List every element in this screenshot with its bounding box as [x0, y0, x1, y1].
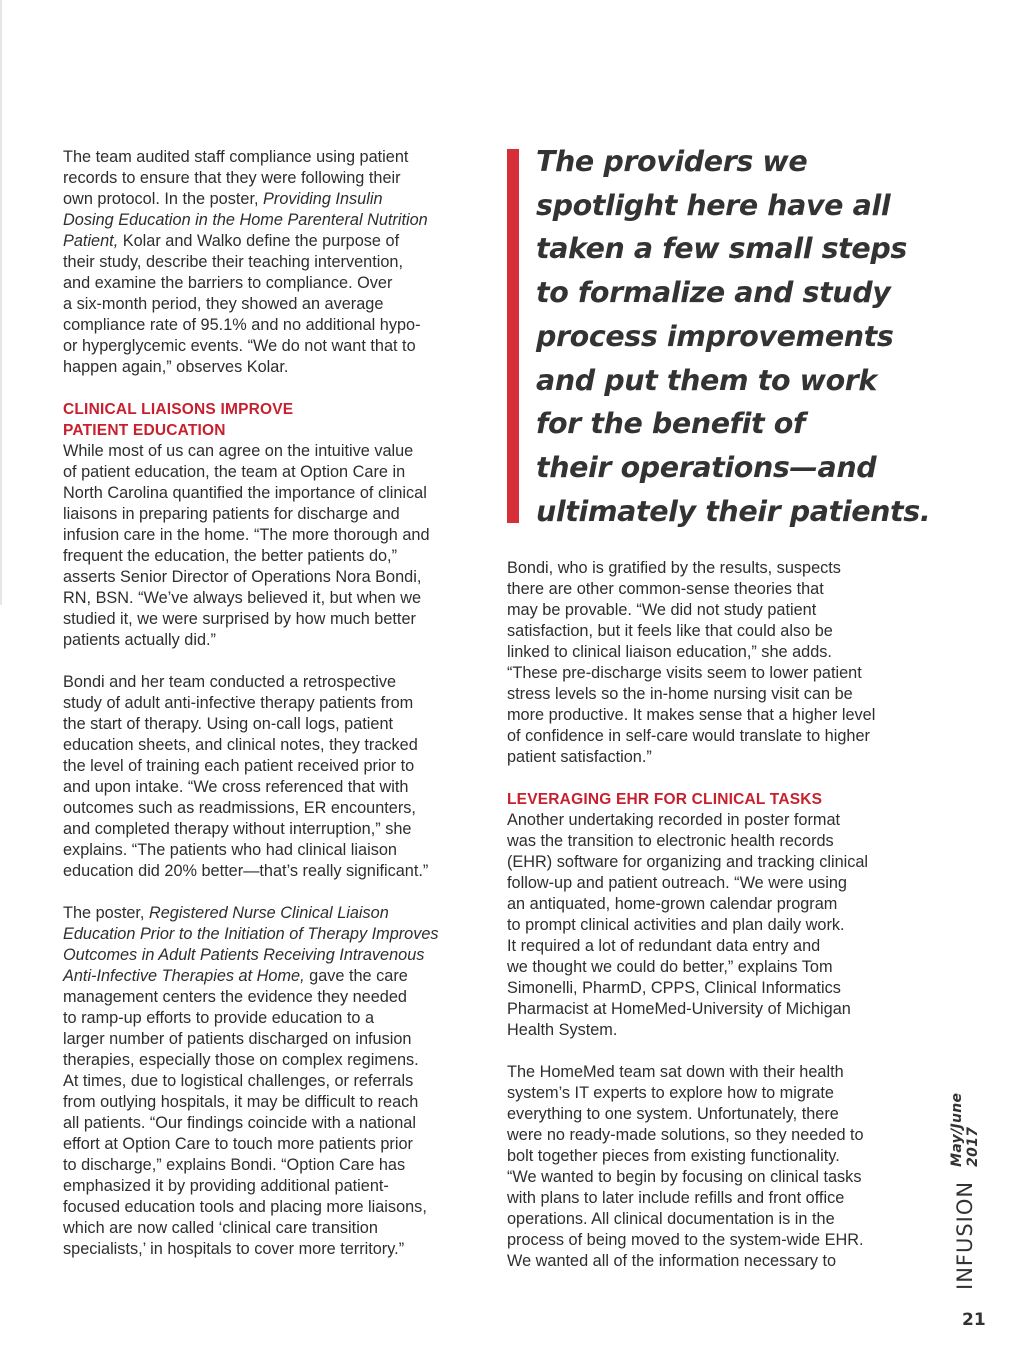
- text-line: [507, 1230, 927, 1251]
- text-line: [63, 1239, 483, 1260]
- body-text: process of being moved to the system-wide EHR.: [507, 1231, 864, 1249]
- text-line: [63, 630, 483, 651]
- body-text: patient satisfaction.”: [507, 748, 652, 766]
- text-line: [63, 588, 483, 609]
- body-text: everything to one system. Unfortunately, there: [507, 1105, 839, 1123]
- text-line: [507, 1020, 927, 1041]
- text-line: [63, 987, 483, 1008]
- text-line: [507, 726, 927, 747]
- text-line: [63, 756, 483, 777]
- body-text: management centers the evidence they needed: [63, 988, 407, 1006]
- magazine-logo: INFUSION: [953, 1180, 977, 1290]
- body-text: At times, due to logistical challenges, or referrals: [63, 1072, 414, 1090]
- section-heading: [63, 399, 483, 441]
- text-line: [63, 819, 483, 840]
- body-text: emphasized it by providing additional patient-: [63, 1177, 389, 1195]
- body-text: specialists,’ in hospitals to cover more territory.”: [63, 1240, 405, 1258]
- paragraph: [63, 903, 483, 1260]
- body-text: (EHR) software for organizing and tracking clinical: [507, 853, 869, 871]
- text-line: [63, 1155, 483, 1176]
- body-text: therapies, especially those on complex regimens.: [63, 1051, 419, 1069]
- text-line: [507, 936, 927, 957]
- pull-quote-line: spotlight here have all: [536, 188, 891, 222]
- text-line: [63, 462, 483, 483]
- body-text: frequent the education, the better patients do,”: [63, 547, 397, 565]
- text-line: [63, 693, 483, 714]
- text-line: [63, 168, 483, 189]
- body-text: focused education tools and placing more liaisons,: [63, 1198, 427, 1216]
- text-line: [507, 1125, 927, 1146]
- paragraph: [63, 441, 483, 651]
- body-text: own protocol. In the poster,: [63, 190, 264, 208]
- body-text: bolt together pieces from existing functionality.: [507, 1147, 840, 1165]
- page-number: 21: [962, 1310, 986, 1330]
- text-line: [63, 798, 483, 819]
- text-line: [63, 777, 483, 798]
- body-text: Bondi, who is gratified by the results, suspects: [507, 559, 841, 577]
- paragraph: [507, 558, 927, 768]
- section-heading: [507, 789, 927, 810]
- text-line: [63, 231, 483, 252]
- body-text: “These pre-discharge visits seem to lower patient: [507, 664, 862, 682]
- text-line: [507, 1188, 927, 1209]
- text-line: [63, 735, 483, 756]
- body-text: system’s IT experts to explore how to migrate: [507, 1084, 834, 1102]
- text-line: [63, 861, 483, 882]
- text-line: [63, 1134, 483, 1155]
- body-text: more productive. It makes sense that a higher level: [507, 706, 876, 724]
- text-line: [507, 1083, 927, 1104]
- body-text: follow-up and patient outreach. “We were using: [507, 874, 847, 892]
- text-line: [507, 810, 927, 831]
- body-text: effort at Option Care to touch more patients prior: [63, 1135, 413, 1153]
- pull-quote-text: [536, 140, 930, 533]
- body-text: compliance rate of 95.1% and no additional hypo-: [63, 316, 421, 334]
- body-text: were no ready-made solutions, so they needed to: [507, 1126, 864, 1144]
- text-line: [63, 903, 483, 924]
- body-text: from outlying hospitals, it may be difficult to reach: [63, 1093, 419, 1111]
- text-line: [507, 894, 927, 915]
- pull-quote-line: taken a few small steps: [536, 232, 907, 266]
- text-line: [507, 747, 927, 768]
- body-text: While most of us can agree on the intuitive value: [63, 442, 414, 460]
- text-line: [63, 294, 483, 315]
- text-line: [63, 336, 483, 357]
- section-heading-line: PATIENT EDUCATION: [63, 422, 226, 439]
- text-line: [63, 609, 483, 630]
- text-line: [507, 1209, 927, 1230]
- body-text: larger number of patients discharged on infusion: [63, 1030, 412, 1048]
- italic-title: Providing Insulin: [263, 190, 383, 208]
- body-text: We wanted all of the information necessary to: [507, 1252, 837, 1270]
- body-text: “We wanted to begin by focusing on clinical tasks: [507, 1168, 862, 1186]
- pull-quote-line: ultimately their patients.: [536, 494, 931, 528]
- text-line: [63, 1050, 483, 1071]
- text-line: [507, 558, 927, 579]
- pull-quote: [507, 140, 931, 528]
- body-text: or hyperglycemic events. “We do not want that to: [63, 337, 416, 355]
- pull-quote-line: process improvements: [536, 319, 894, 353]
- body-text: study of adult anti-infective therapy patients from: [63, 694, 414, 712]
- pull-quote-line: for the benefit of: [536, 407, 805, 441]
- body-text: the start of therapy. Using on-call logs, patient: [63, 715, 394, 733]
- body-text: of confidence in self-care would translate to higher: [507, 727, 870, 745]
- body-text: Kolar and Walko define the purpose of: [118, 232, 400, 250]
- pull-quote-line: and put them to work: [536, 363, 877, 397]
- body-text: education sheets, and clinical notes, they tracked: [63, 736, 418, 754]
- body-text: RN, BSN. “We’ve always believed it, but when we: [63, 589, 422, 607]
- text-line: [507, 957, 927, 978]
- body-text: an antiquated, home-grown calendar program: [507, 895, 838, 913]
- body-text: a six-month period, they showed an average: [63, 295, 384, 313]
- body-text: which are now called ‘clinical care transition: [63, 1219, 378, 1237]
- paragraph: [63, 147, 483, 378]
- text-line: [507, 642, 927, 663]
- text-line: [507, 600, 927, 621]
- text-line: [63, 147, 483, 168]
- paragraph: [63, 672, 483, 882]
- text-line: [63, 567, 483, 588]
- body-text: and completed therapy without interruption,” she: [63, 820, 412, 838]
- text-line: [507, 1146, 927, 1167]
- body-text: liaisons in preparing patients for discharge and: [63, 505, 400, 523]
- body-text: to ramp-up efforts to provide education to a: [63, 1009, 375, 1027]
- text-line: [63, 525, 483, 546]
- body-text: Simonelli, PharmD, CPPS, Clinical Informatics: [507, 979, 841, 997]
- body-text: and examine the barriers to compliance. Over: [63, 274, 393, 292]
- body-text: Pharmacist at HomeMed-University of Michigan: [507, 1000, 851, 1018]
- body-text: The poster,: [63, 904, 149, 922]
- body-text: with plans to later include refills and front office: [507, 1189, 845, 1207]
- text-line: [63, 252, 483, 273]
- body-text: gave the care: [304, 967, 408, 985]
- body-text: Health System.: [507, 1021, 618, 1039]
- text-line: [63, 483, 483, 504]
- text-line: [507, 1062, 927, 1083]
- text-line: [507, 1251, 927, 1272]
- body-text: studied it, we were surprised by how much better: [63, 610, 416, 628]
- text-line: [63, 504, 483, 525]
- text-line: [63, 1008, 483, 1029]
- issue-date: May/June 2017: [949, 1092, 981, 1167]
- body-text: of patient education, the team at Option Care in: [63, 463, 406, 481]
- text-line: [63, 714, 483, 735]
- body-text: their study, describe their teaching intervention,: [63, 253, 403, 271]
- text-line: [507, 705, 927, 726]
- body-text: explains. “The patients who had clinical liaison: [63, 841, 397, 859]
- body-text: may be provable. “We did not study patient: [507, 601, 817, 619]
- pull-quote-line: The providers we: [536, 145, 808, 178]
- running-footer: [945, 1060, 985, 1290]
- text-line: [63, 840, 483, 861]
- text-line: [507, 915, 927, 936]
- body-text: North Carolina quantified the importance of clinical: [63, 484, 427, 502]
- section-heading-line: LEVERAGING EHR FOR CLINICAL TASKS: [507, 791, 823, 808]
- body-text: outcomes such as readmissions, ER encounters,: [63, 799, 416, 817]
- text-line: [63, 945, 483, 966]
- body-text: we thought we could do better,” explains Tom: [507, 958, 833, 976]
- body-text: and upon intake. “We cross referenced that with: [63, 778, 409, 796]
- italic-title: Outcomes in Adult Patients Receiving Intravenous: [63, 946, 425, 964]
- body-text: operations. All clinical documentation is in the: [507, 1210, 835, 1228]
- italic-title: Registered Nurse Clinical Liaison: [148, 904, 389, 922]
- italic-title: Education Prior to the Initiation of Therapy Improves: [63, 925, 439, 943]
- right-column: [507, 558, 927, 1293]
- text-line: [507, 663, 927, 684]
- text-line: [63, 966, 483, 987]
- text-line: [507, 1104, 927, 1125]
- text-line: [507, 684, 927, 705]
- text-line: [63, 273, 483, 294]
- body-text: The team audited staff compliance using patient: [63, 148, 409, 166]
- body-text: to prompt clinical activities and plan daily work.: [507, 916, 845, 934]
- text-line: [507, 621, 927, 642]
- text-line: [63, 1071, 483, 1092]
- italic-title: Anti-Infective Therapies at Home,: [63, 967, 305, 985]
- body-text: to discharge,” explains Bondi. “Option Care has: [63, 1156, 406, 1174]
- body-text: Another undertaking recorded in poster format: [507, 811, 841, 829]
- text-line: [507, 1167, 927, 1188]
- pull-quote-line: to formalize and study: [536, 276, 891, 310]
- text-line: [63, 315, 483, 336]
- paragraph: [507, 810, 927, 1041]
- body-text: linked to clinical liaison education,” she adds.: [507, 643, 832, 661]
- text-line: [63, 672, 483, 693]
- section-heading-line: CLINICAL LIAISONS IMPROVE: [63, 401, 294, 418]
- text-line: [507, 852, 927, 873]
- page-edge-divider: [0, 0, 2, 605]
- left-column: [63, 147, 483, 1281]
- pull-quote-bar: [507, 149, 519, 523]
- body-text: records to ensure that they were following their: [63, 169, 401, 187]
- body-text: The HomeMed team sat down with their health: [507, 1063, 844, 1081]
- text-line: [507, 831, 927, 852]
- text-line: [63, 189, 483, 210]
- body-text: there are other common-sense theories that: [507, 580, 824, 598]
- italic-title: Dosing Education in the Home Parenteral Nutrition: [63, 211, 428, 229]
- text-line: [63, 1218, 483, 1239]
- body-text: happen again,” observes Kolar.: [63, 358, 289, 376]
- body-text: was the transition to electronic health records: [507, 832, 834, 850]
- text-line: [507, 579, 927, 600]
- text-line: [507, 873, 927, 894]
- text-line: [507, 999, 927, 1020]
- paragraph: [507, 1062, 927, 1272]
- text-line: [63, 441, 483, 462]
- text-line: [63, 1113, 483, 1134]
- text-line: [63, 357, 483, 378]
- body-text: It required a lot of redundant data entry and: [507, 937, 821, 955]
- text-line: [63, 546, 483, 567]
- text-line: [63, 924, 483, 945]
- text-line: [63, 210, 483, 231]
- body-text: satisfaction, but it feels like that could also be: [507, 622, 833, 640]
- body-text: all patients. “Our findings coincide with a national: [63, 1114, 416, 1132]
- body-text: education did 20% better—that’s really significant.”: [63, 862, 429, 880]
- body-text: Bondi and her team conducted a retrospective: [63, 673, 397, 691]
- text-line: [507, 978, 927, 999]
- pull-quote-line: their operations—and: [536, 450, 877, 484]
- body-text: infusion care in the home. “The more thorough and: [63, 526, 430, 544]
- body-text: the level of training each patient received prior to: [63, 757, 415, 775]
- body-text: patients actually did.”: [63, 631, 216, 649]
- text-line: [63, 1176, 483, 1197]
- text-line: [63, 1197, 483, 1218]
- body-text: asserts Senior Director of Operations Nora Bondi,: [63, 568, 422, 586]
- text-line: [63, 1092, 483, 1113]
- body-text: stress levels so the in-home nursing visit can be: [507, 685, 853, 703]
- italic-title: Patient,: [63, 232, 119, 250]
- text-line: [63, 1029, 483, 1050]
